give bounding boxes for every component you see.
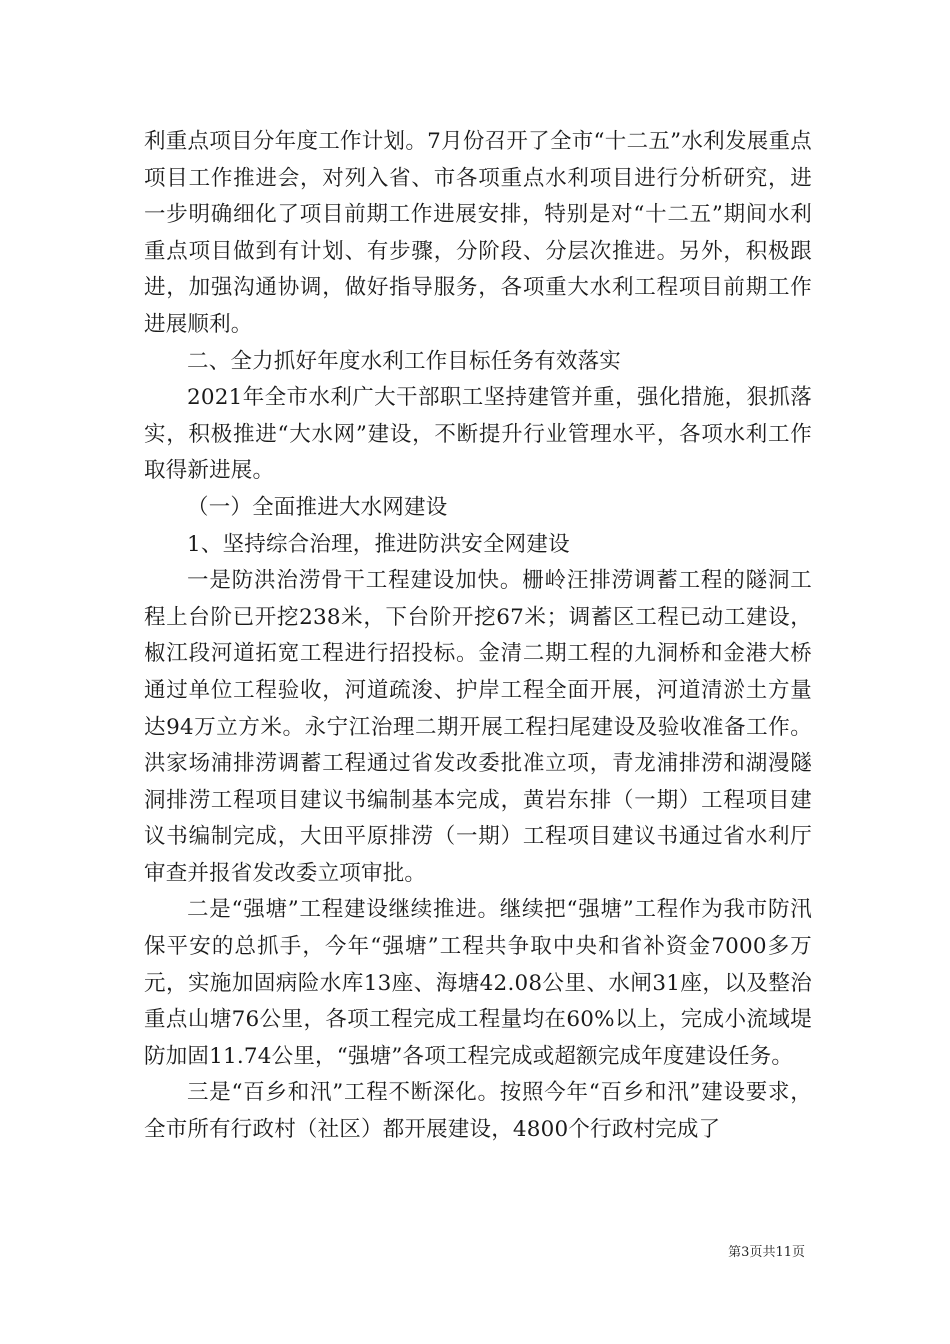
subsection-heading-1: （一）全面推进大水网建设	[187, 494, 448, 520]
page-number: 第3页共11页	[728, 1245, 805, 1260]
paragraph-strong-seawall: 二是“强塘”工程建设继续推进。继续把“强塘”工程作为我市防汛保平安的总抓手，今年“强塘”工程共争取中央和省补资金7000多万元，实施加固病险水库13座、海塘42.08公里、水闸31座，以及整治重点山塘76公里，各项工程完成工程量均在60%以上，完成小流域堤防加固11.74公里，“强塘”各项工程完成或超额完成年度建设任务。	[144, 897, 812, 1069]
paragraph-hundred-towns: 三是“百乡和汛”工程不断深化。按照今年“百乡和汛”建设要求，全市所有行政村（社区）都开展建设，4800个行政村完成了	[144, 1080, 812, 1143]
document-body	[144, 124, 812, 1149]
paragraph-summary: 2021年全市水利广大干部职工坚持建管并重，强化措施，狠抓落实，积极推进“大水网”建设，不断提升行业管理水平，各项水利工作取得新进展。	[144, 385, 812, 484]
section-heading-2: 二、全力抓好年度水利工作目标任务有效落实	[187, 348, 622, 374]
item-heading-1: 1、坚持综合治理，推进防洪安全网建设	[187, 531, 570, 557]
paragraph-continuation: 利重点项目分年度工作计划。7月份召开了全市“十二五”水利发展重点项目工作推进会，对列入省、市各项重点水利项目进行分析研究，进一步明确细化了项目前期工作进展安排，特别是对“十二五”期间水利重点项目做到有计划、有步骤，分阶段、分层次推进。另外，积极跟进，加强沟通协调，做好指导服务，各项重大水利工程项目前期工作进展顺利。	[144, 129, 812, 337]
paragraph-flood-control: 一是防洪治涝骨干工程建设加快。栅岭汪排涝调蓄工程的隧洞工程上台阶已开挖238米，下台阶开挖67米；调蓄区工程已动工建设，椒江段河道拓宽工程进行招投标。金清二期工程的九洞桥和金港大桥通过单位工程验收，河道疏浚、护岸工程全面开展，河道清淤土方量达94万立方米。永宁江治理二期开展工程扫尾建设及验收准备工作。洪家场浦排涝调蓄工程通过省发改委批准立项，青龙浦排涝和湖漫隧洞排涝工程项目建议书编制基本完成，黄岩东排（一期）工程项目建议书编制完成，大田平原排涝（一期）工程项目建议书通过省水利厅审查并报省发改委立项审批。	[144, 568, 812, 886]
